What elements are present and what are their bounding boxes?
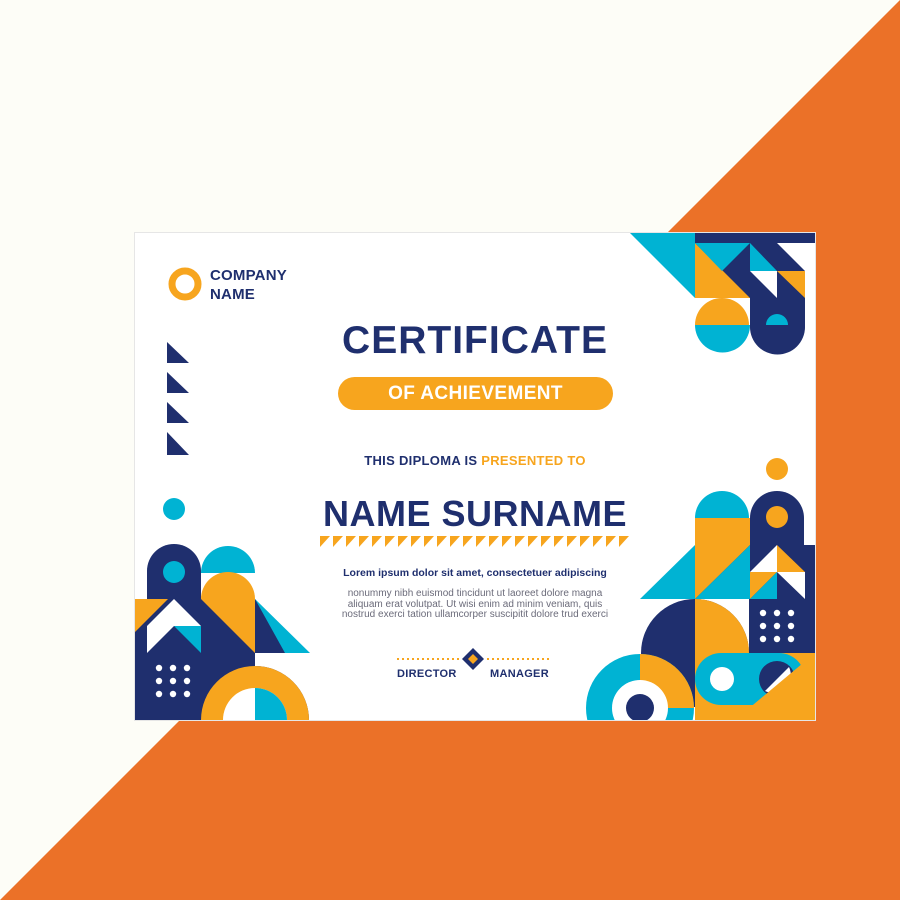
geometric-decoration xyxy=(135,233,815,720)
company-logo-icon xyxy=(172,271,198,297)
certificate-subtitle-pill: OF ACHIEVEMENT xyxy=(338,377,613,410)
company-name xyxy=(210,266,287,304)
manager-signature-label: MANAGER xyxy=(490,668,549,680)
certificate-title: CERTIFICATE xyxy=(342,319,608,362)
director-signature-label: DIRECTOR xyxy=(397,668,457,680)
certificate-card xyxy=(135,233,815,720)
company-name-line1: COMPANY xyxy=(210,267,287,284)
presented-prefix: THIS DIPLOMA IS xyxy=(364,453,478,468)
presented-highlight: PRESENTED TO xyxy=(481,453,586,468)
signature-divider xyxy=(397,648,550,670)
name-underline-triangles xyxy=(320,536,629,547)
presented-to-line xyxy=(135,453,815,468)
company-name-line2: NAME xyxy=(210,286,255,303)
lead-text: Lorem ipsum dolor sit amet, consectetuer adipiscing xyxy=(343,567,607,579)
body-text: nonummy nibh euismod tincidunt ut laoreet dolore magna aliquam erat volutpat. Ut wisi enim ad minim veniam, quis nostrud exerci tation ullamcorper suscipitit dolore trud exerci xyxy=(341,588,609,620)
recipient-name: NAME SURNAME xyxy=(322,493,627,534)
